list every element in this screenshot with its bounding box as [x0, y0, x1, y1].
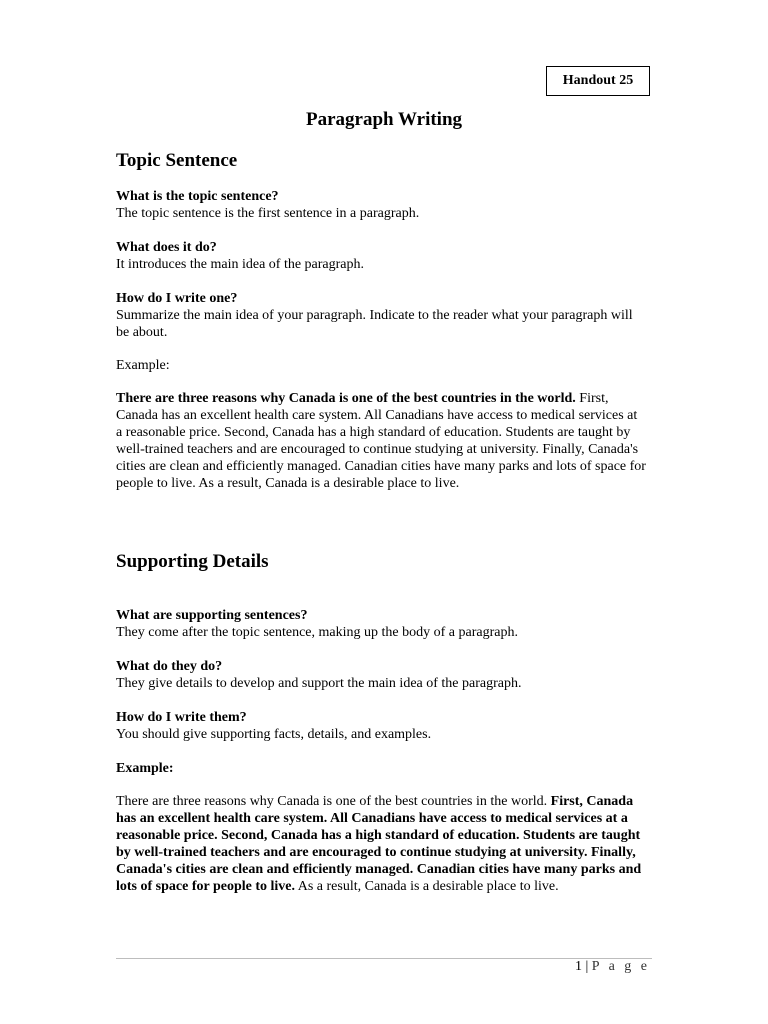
example-label-support: Example: [116, 761, 174, 776]
qa-topic-does [116, 239, 646, 273]
example-intro: There are three reasons why Canada is one of the best countries in the world. [116, 794, 548, 809]
section-heading-supporting-details: Supporting Details [116, 551, 269, 572]
page-title: Paragraph Writing [305, 109, 463, 130]
answer: They give details to develop and support the main idea of the paragraph. [116, 676, 522, 691]
answer: They come after the topic sentence, making up the body of a paragraph. [116, 625, 518, 640]
example-outro: As a result, Canada is a desirable place to live. [297, 879, 559, 894]
example-label-topic: Example: [116, 358, 170, 373]
example-supporting-body: First, Canada has an excellent health care system. All Canadians have access to medical services at a reasonable price. Second, Canada has a high standard of education. Students are taught by well-trained teachers and are encouraged to continue studying at university. Finally, Canada's cities are clean and efficiently managed. Canadian cities have many parks and lots of space for people to live. [116, 794, 642, 894]
qa-topic-how [116, 290, 646, 341]
example-paragraph-support [116, 793, 646, 895]
example-topic-sentence: There are three reasons why Canada is one of the best countries in the world. [116, 391, 576, 406]
page-word: P a g e [591, 959, 650, 974]
footer-divider [116, 958, 652, 959]
question: What do they do? [116, 659, 223, 674]
question: How do I write one? [116, 291, 238, 306]
question: What is the topic sentence? [116, 189, 279, 204]
qa-support-how [116, 709, 646, 743]
question: How do I write them? [116, 710, 247, 725]
question: What are supporting sentences? [116, 608, 308, 623]
answer: You should give supporting facts, details, and examples. [116, 727, 432, 742]
qa-support-does [116, 658, 646, 692]
answer: The topic sentence is the first sentence in a paragraph. [116, 206, 420, 221]
handout-badge: Handout 25 [546, 66, 650, 96]
answer: It introduces the main idea of the paragraph. [116, 257, 365, 272]
example-body: First, Canada has an excellent health care system. All Canadians have access to medical services at a reasonable price. Second, Canada has a high standard of education. Students are taught by well-trained teachers and are encouraged to continue studying at university. Finally, Canada's cities are clean and efficiently managed. Canadian cities have many parks and lots of space for people to live. As a result, Canada is a desirable place to live. [116, 391, 646, 491]
page-number: 1 [574, 959, 582, 974]
question: What does it do? [116, 240, 217, 255]
example-paragraph-topic [116, 390, 646, 492]
footer-separator: | [585, 959, 589, 974]
page-footer [575, 958, 650, 975]
section-heading-topic-sentence: Topic Sentence [116, 150, 238, 171]
qa-topic-what [116, 188, 646, 222]
qa-support-what [116, 607, 646, 641]
answer: Summarize the main idea of your paragraph. Indicate to the reader what your paragraph will be about. [116, 308, 633, 340]
